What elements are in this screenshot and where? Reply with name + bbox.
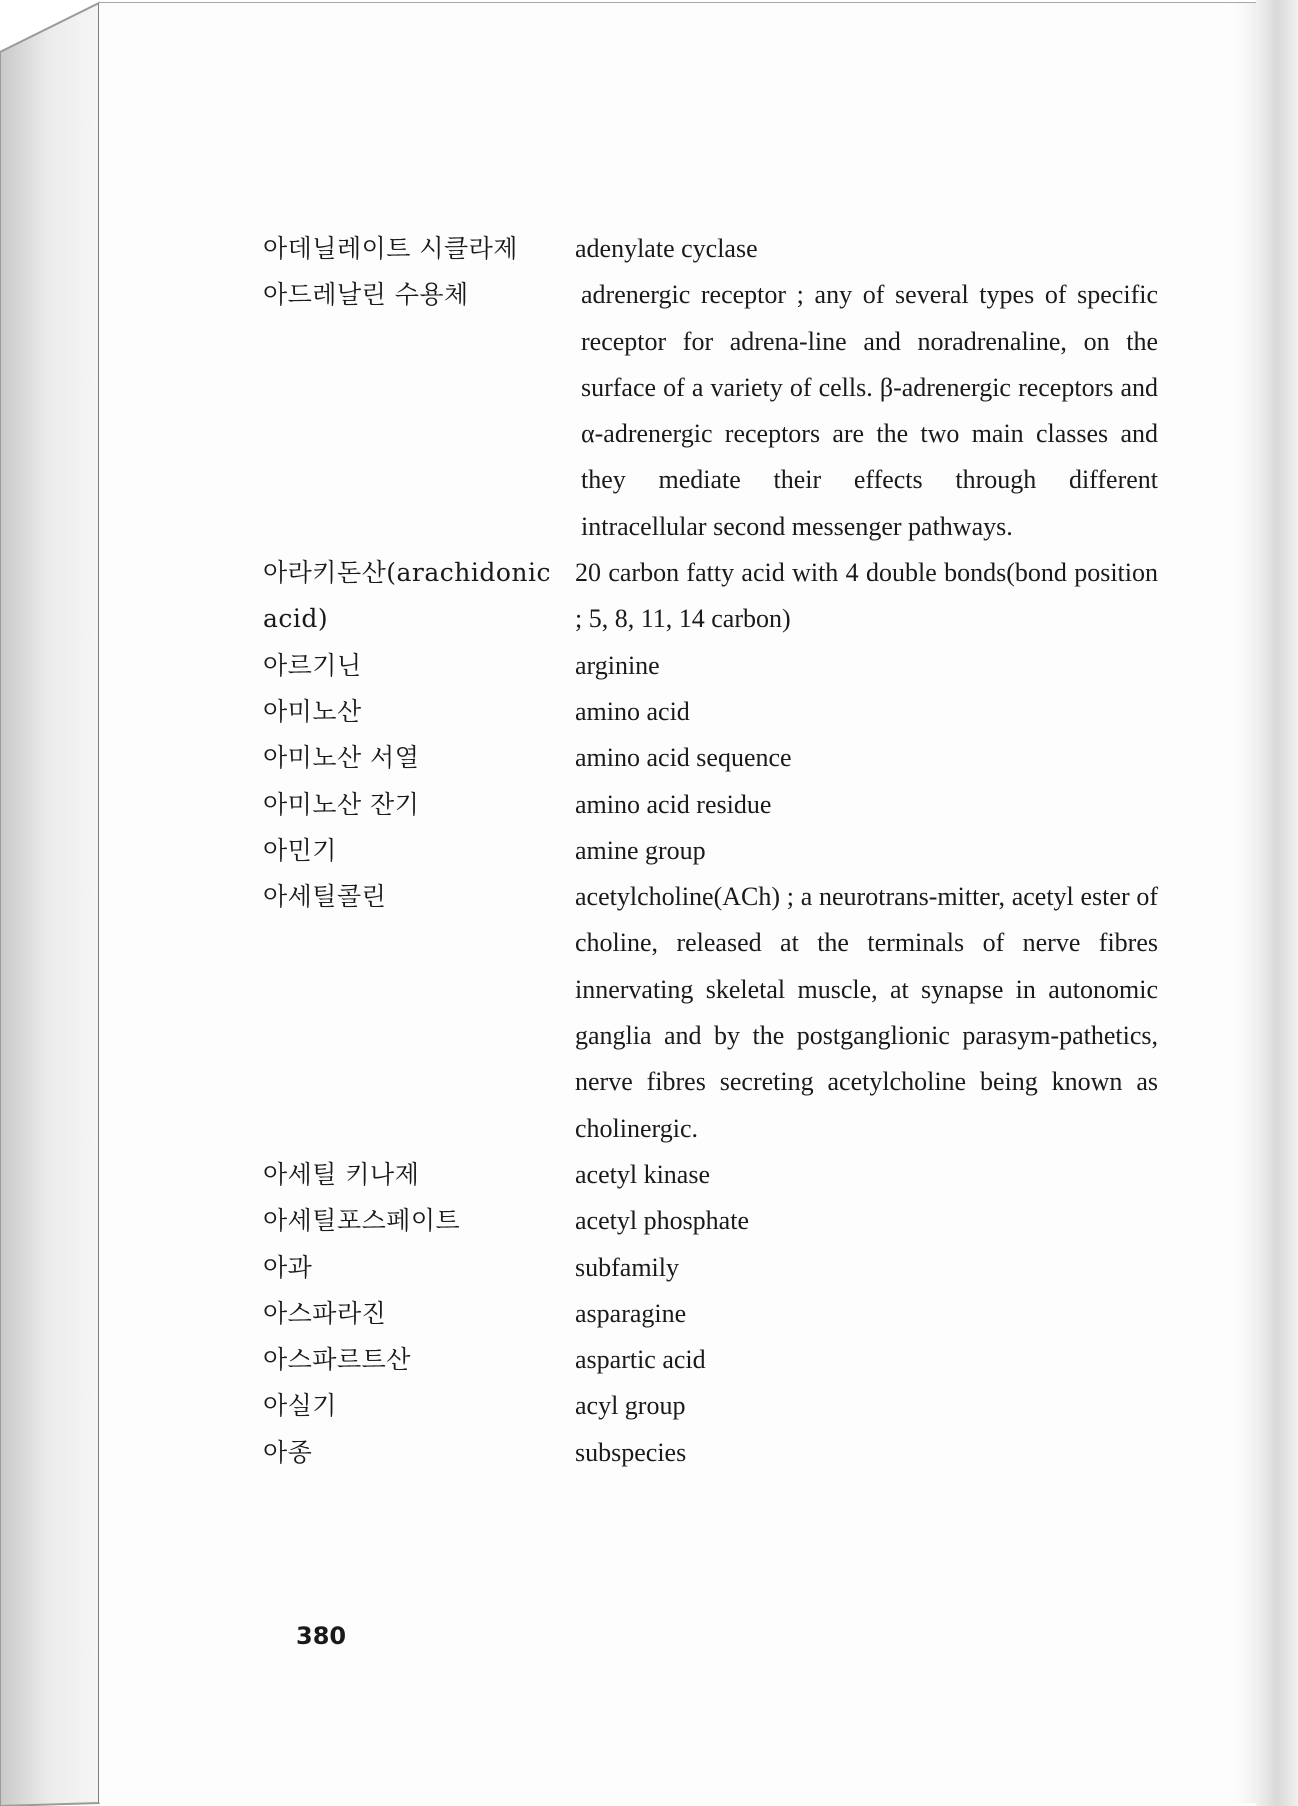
entry-definition: amino acid sequence xyxy=(575,743,792,773)
entry-term: 아데닐레이트 시클라제 xyxy=(263,234,518,263)
entry-definition: 20 carbon fatty acid with 4 double bonds(bond position ; 5, 8, 11, 14 carbon) xyxy=(575,558,1158,634)
glossary-entry xyxy=(263,782,1163,828)
entry-term: 아실기 xyxy=(263,1391,337,1421)
entry-definition: aspartic acid xyxy=(575,1345,706,1375)
glossary-entry xyxy=(263,1337,1163,1383)
entry-term: 아미노산 잔기 xyxy=(263,789,420,819)
glossary-entry xyxy=(263,1383,1163,1429)
glossary-entry xyxy=(263,874,1163,1152)
entry-definition: arginine xyxy=(575,650,660,680)
glossary-list xyxy=(263,226,1163,1476)
entry-term: 아미노산 xyxy=(263,696,362,726)
entry-definition: subspecies xyxy=(575,1437,687,1467)
entry-term: 아세틸포스페이트 xyxy=(263,1206,461,1236)
entry-term: 아르기닌 xyxy=(263,650,362,680)
entry-definition: acetylcholine(ACh) ; a neurotrans-mitter, acetyl ester of choline, released at the terminals of nerve fibres innervating skeletal muscle, at synapse in autonomic ganglia and by the postganglionic parasym-pathetics, nerve fibres secreting acetylcholine being known as cholinergic. xyxy=(575,882,1158,1143)
glossary-entry xyxy=(263,828,1163,874)
entry-term: 아세틸콜린 xyxy=(263,882,387,912)
entry-definition: amino acid residue xyxy=(575,789,772,819)
entry-definition: acetyl phosphate xyxy=(575,1206,749,1236)
entry-term: 아라키돈산(arachidonic acid) xyxy=(263,558,560,634)
page-number: 380 xyxy=(296,1622,347,1650)
glossary-entry xyxy=(263,226,1163,272)
glossary-entry xyxy=(263,1198,1163,1244)
entry-definition: acetyl kinase xyxy=(575,1159,710,1189)
entry-definition: adenylate cyclase xyxy=(575,234,758,263)
entry-term: 아스파르트산 xyxy=(263,1345,411,1375)
glossary-entry xyxy=(263,735,1163,781)
glossary-entry xyxy=(263,643,1163,689)
entry-term: 아드레날린 수용체 xyxy=(263,280,469,310)
entry-definition: subfamily xyxy=(575,1252,679,1282)
glossary-entry xyxy=(263,550,1163,643)
glossary-entry xyxy=(263,1152,1163,1198)
glossary-entry xyxy=(263,1291,1163,1337)
entry-definition: asparagine xyxy=(575,1298,687,1328)
entry-definition: amine group xyxy=(575,835,706,865)
entry-term: 아종 xyxy=(263,1437,313,1467)
page-edge-shadow xyxy=(1256,0,1298,1806)
glossary-entry xyxy=(263,689,1163,735)
entry-term: 아미노산 서열 xyxy=(263,743,420,773)
glossary-entry xyxy=(263,1245,1163,1291)
entry-definition: amino acid xyxy=(575,696,690,726)
glossary-entry xyxy=(263,272,1163,550)
glossary-entry xyxy=(263,1430,1163,1476)
entry-definition: acyl group xyxy=(575,1391,686,1421)
entry-definition: adrenergic receptor ; any of several types of specific receptor for adrena-line and noradrenaline, on the surface of a variety of cells. β-adrenergic receptors and α-adrenergic receptors are the two main classes and they mediate their effects through different intracellular second messenger pathways. xyxy=(581,280,1158,541)
entry-term: 아스파라진 xyxy=(263,1298,387,1328)
entry-term: 아세틸 키나제 xyxy=(263,1159,420,1189)
entry-term: 아민기 xyxy=(263,835,337,865)
entry-term: 아과 xyxy=(263,1252,313,1282)
